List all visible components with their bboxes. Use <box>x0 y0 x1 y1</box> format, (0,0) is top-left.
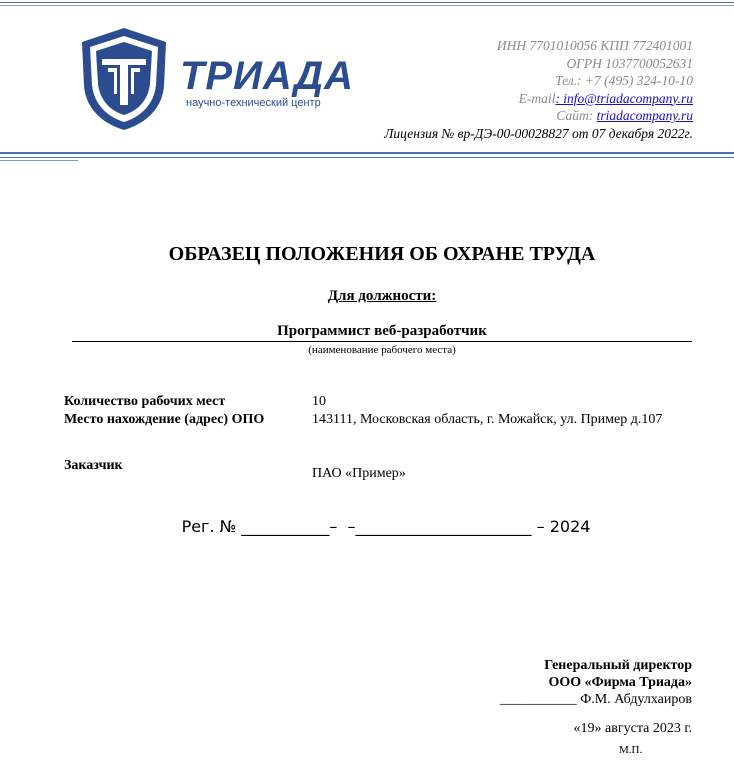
site-label: Сайт: <box>556 108 597 123</box>
top-border-rule <box>0 2 734 3</box>
logo-subtitle: научно-технический центр <box>186 97 321 109</box>
site-line <box>384 107 693 125</box>
document-title: ОБРАЗЕЦ ПОЛОЖЕНИЯ ОБ ОХРАНЕ ТРУДА <box>168 243 596 265</box>
triada-shield-logo-icon <box>78 26 170 132</box>
signer-role: Генеральный директор <box>544 658 692 673</box>
email-label: E-mail <box>518 90 556 106</box>
position-name: Программист веб-разработчик <box>72 322 692 342</box>
address-value: 143111, Московская область, г. Можайск, ул. Пример д.107 <box>312 412 663 427</box>
inn-kpp: ИНН 7701010056 КПП 772401001 <box>496 38 693 53</box>
header-separator-stub <box>0 160 78 161</box>
license: Лицензия № вр-ДЭ-00-00028827 от 07 декабря 2022г. <box>384 125 693 141</box>
position-note: (наименование рабочего места) <box>308 344 456 356</box>
registration-number: Рег. № ___________– –______________________ – 2024 <box>181 517 591 536</box>
signature-date: «19» августа 2023 г. <box>573 721 692 736</box>
phone: Тел.: +7 (495) 324-10-10 <box>555 73 693 88</box>
ogrn: ОГРН 1037700052631 <box>566 55 693 71</box>
site-link[interactable]: triadacompany.ru <box>596 108 693 123</box>
logo-wordmark: ТРИАДА <box>180 54 355 98</box>
customer-value: ПАО «Пример» <box>312 466 406 481</box>
signer-name-line: ___________ Ф.М. Абдулхаиров <box>499 692 692 707</box>
workplaces-value: 10 <box>312 394 326 409</box>
address-label: Место нахождение (адрес) ОПО <box>64 412 265 427</box>
for-position-label: Для должности: <box>327 288 437 304</box>
email-link[interactable]: : info@triadacompany.ru <box>555 90 693 106</box>
signer-organization: ООО «Фирма Триада» <box>548 675 692 690</box>
customer-label: Заказчик <box>64 458 123 473</box>
email-line <box>384 90 693 108</box>
company-contacts <box>384 37 693 142</box>
top-border-rule-secondary <box>0 5 734 6</box>
header-separator-thin <box>0 157 734 158</box>
workplaces-label: Количество рабочих мест <box>64 394 226 409</box>
stamp-placeholder: М.П. <box>619 744 643 756</box>
header-separator <box>0 152 734 154</box>
